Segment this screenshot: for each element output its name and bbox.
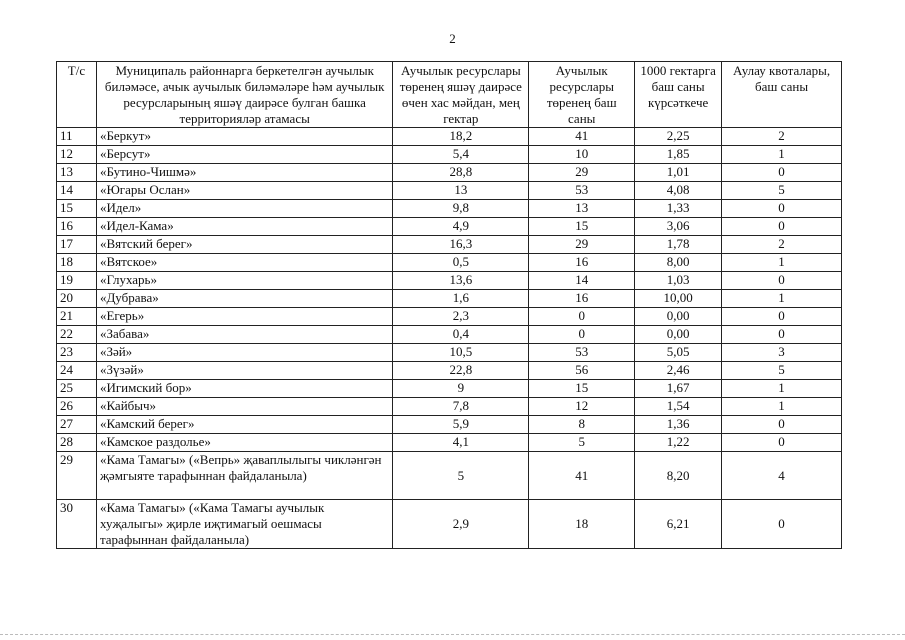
row-name: «Идел» bbox=[96, 200, 392, 218]
row-number: 17 bbox=[57, 236, 97, 254]
row-density: 1,33 bbox=[635, 200, 722, 218]
table-row bbox=[57, 344, 842, 362]
row-quota: 4 bbox=[722, 452, 842, 500]
row-density: 8,20 bbox=[635, 452, 722, 500]
row-area: 0,4 bbox=[393, 326, 529, 344]
table-row bbox=[57, 452, 842, 500]
row-number: 28 bbox=[57, 434, 97, 452]
row-area: 13,6 bbox=[393, 272, 529, 290]
header-density: 1000 гектарга баш саны күрсәткече bbox=[635, 62, 722, 128]
row-density: 1,85 bbox=[635, 146, 722, 164]
row-name: «Вятский берег» bbox=[96, 236, 392, 254]
row-quota: 1 bbox=[722, 146, 842, 164]
row-density: 1,36 bbox=[635, 416, 722, 434]
row-name: «Камский берег» bbox=[96, 416, 392, 434]
page-bottom-edge bbox=[0, 634, 905, 635]
row-number: 16 bbox=[57, 218, 97, 236]
row-density: 1,78 bbox=[635, 236, 722, 254]
row-number: 18 bbox=[57, 254, 97, 272]
row-number: 26 bbox=[57, 398, 97, 416]
table-row bbox=[57, 164, 842, 182]
row-population: 0 bbox=[529, 326, 635, 344]
row-population: 53 bbox=[529, 182, 635, 200]
row-quota: 0 bbox=[722, 164, 842, 182]
row-number: 12 bbox=[57, 146, 97, 164]
row-name: «Кайбыч» bbox=[96, 398, 392, 416]
row-number: 30 bbox=[57, 500, 97, 549]
row-quota: 0 bbox=[722, 218, 842, 236]
table-row bbox=[57, 500, 842, 549]
table-row bbox=[57, 254, 842, 272]
table-row bbox=[57, 146, 842, 164]
row-quota: 2 bbox=[722, 236, 842, 254]
row-quota: 1 bbox=[722, 380, 842, 398]
row-density: 0,00 bbox=[635, 326, 722, 344]
row-number: 23 bbox=[57, 344, 97, 362]
row-population: 12 bbox=[529, 398, 635, 416]
header-area: Аучылык ресурслары төренең яшәү даирәсе өчен хас мәйдан, мең гектар bbox=[393, 62, 529, 128]
row-density: 1,03 bbox=[635, 272, 722, 290]
table-row bbox=[57, 326, 842, 344]
table-row bbox=[57, 200, 842, 218]
row-quota: 5 bbox=[722, 362, 842, 380]
row-number: 19 bbox=[57, 272, 97, 290]
row-population: 5 bbox=[529, 434, 635, 452]
table-row bbox=[57, 236, 842, 254]
row-number: 21 bbox=[57, 308, 97, 326]
row-population: 15 bbox=[529, 380, 635, 398]
row-density: 10,00 bbox=[635, 290, 722, 308]
row-area: 5,9 bbox=[393, 416, 529, 434]
row-population: 10 bbox=[529, 146, 635, 164]
row-number: 14 bbox=[57, 182, 97, 200]
table-row bbox=[57, 416, 842, 434]
table-row bbox=[57, 362, 842, 380]
row-area: 13 bbox=[393, 182, 529, 200]
row-name: «Кама Тамагы» («Вепрь» җаваплылыгы чикләнгән җәмгыяте тарафыннан файдаланыла) bbox=[96, 452, 392, 500]
row-population: 53 bbox=[529, 344, 635, 362]
row-density: 4,08 bbox=[635, 182, 722, 200]
row-area: 9 bbox=[393, 380, 529, 398]
row-quota: 5 bbox=[722, 182, 842, 200]
row-number: 25 bbox=[57, 380, 97, 398]
row-name: «Бутино-Чишмә» bbox=[96, 164, 392, 182]
row-quota: 0 bbox=[722, 272, 842, 290]
row-area: 1,6 bbox=[393, 290, 529, 308]
row-population: 41 bbox=[529, 128, 635, 146]
row-population: 8 bbox=[529, 416, 635, 434]
row-name: «Югары Ослан» bbox=[96, 182, 392, 200]
row-area: 5 bbox=[393, 452, 529, 500]
row-quota: 3 bbox=[722, 344, 842, 362]
row-number: 13 bbox=[57, 164, 97, 182]
header-no: Т/с bbox=[57, 62, 97, 128]
row-name: «Зүзәй» bbox=[96, 362, 392, 380]
row-quota: 0 bbox=[722, 326, 842, 344]
table-row bbox=[57, 380, 842, 398]
row-area: 2,3 bbox=[393, 308, 529, 326]
row-quota: 0 bbox=[722, 416, 842, 434]
table-row bbox=[57, 272, 842, 290]
row-number: 22 bbox=[57, 326, 97, 344]
row-name: «Зәй» bbox=[96, 344, 392, 362]
row-name: «Вятское» bbox=[96, 254, 392, 272]
row-quota: 0 bbox=[722, 308, 842, 326]
quota-table bbox=[56, 61, 842, 549]
table-header-row bbox=[57, 62, 842, 128]
row-name: «Игимский бор» bbox=[96, 380, 392, 398]
row-quota: 0 bbox=[722, 500, 842, 549]
row-quota: 2 bbox=[722, 128, 842, 146]
row-population: 14 bbox=[529, 272, 635, 290]
row-number: 11 bbox=[57, 128, 97, 146]
row-population: 41 bbox=[529, 452, 635, 500]
row-name: «Дубрава» bbox=[96, 290, 392, 308]
row-quota: 1 bbox=[722, 290, 842, 308]
row-name: «Камское раздолье» bbox=[96, 434, 392, 452]
row-number: 29 bbox=[57, 452, 97, 500]
row-number: 24 bbox=[57, 362, 97, 380]
row-number: 27 bbox=[57, 416, 97, 434]
row-density: 3,06 bbox=[635, 218, 722, 236]
row-area: 5,4 bbox=[393, 146, 529, 164]
row-name: «Кама Тамагы» («Кама Тамагы аучылык хуҗалыгы» җирле иҗтимагый оешмасы тарафыннан файдаланыла) bbox=[96, 500, 392, 549]
row-number: 15 bbox=[57, 200, 97, 218]
row-population: 15 bbox=[529, 218, 635, 236]
page-number: 2 bbox=[449, 31, 456, 46]
row-quota: 1 bbox=[722, 254, 842, 272]
row-density: 8,00 bbox=[635, 254, 722, 272]
table-row bbox=[57, 434, 842, 452]
row-population: 16 bbox=[529, 254, 635, 272]
row-density: 1,67 bbox=[635, 380, 722, 398]
row-population: 0 bbox=[529, 308, 635, 326]
row-name: «Берсут» bbox=[96, 146, 392, 164]
row-area: 0,5 bbox=[393, 254, 529, 272]
row-density: 2,46 bbox=[635, 362, 722, 380]
row-area: 4,9 bbox=[393, 218, 529, 236]
table-row bbox=[57, 290, 842, 308]
row-name: «Беркут» bbox=[96, 128, 392, 146]
row-name: «Егерь» bbox=[96, 308, 392, 326]
row-quota: 0 bbox=[722, 434, 842, 452]
row-population: 18 bbox=[529, 500, 635, 549]
table-row bbox=[57, 182, 842, 200]
row-area: 10,5 bbox=[393, 344, 529, 362]
header-quota: Аулау квоталары, баш саны bbox=[722, 62, 842, 128]
table-row bbox=[57, 218, 842, 236]
row-area: 18,2 bbox=[393, 128, 529, 146]
table-row bbox=[57, 398, 842, 416]
row-quota: 1 bbox=[722, 398, 842, 416]
row-name: «Забава» bbox=[96, 326, 392, 344]
row-density: 5,05 bbox=[635, 344, 722, 362]
row-density: 2,25 bbox=[635, 128, 722, 146]
row-area: 22,8 bbox=[393, 362, 529, 380]
row-population: 29 bbox=[529, 236, 635, 254]
row-number: 20 bbox=[57, 290, 97, 308]
row-population: 13 bbox=[529, 200, 635, 218]
row-population: 29 bbox=[529, 164, 635, 182]
header-name: Муниципаль районнарга беркетелгән аучылык биләмәсе, ачык аучылык биләмәләре һәм аучылык ресурсларының яшәү даирәсе булган башка территорияләр атамасы bbox=[96, 62, 392, 128]
row-name: «Глухарь» bbox=[96, 272, 392, 290]
row-density: 1,22 bbox=[635, 434, 722, 452]
header-population: Аучылык ресурслары төренең баш саны bbox=[529, 62, 635, 128]
row-area: 28,8 bbox=[393, 164, 529, 182]
row-area: 2,9 bbox=[393, 500, 529, 549]
row-density: 1,54 bbox=[635, 398, 722, 416]
row-density: 6,21 bbox=[635, 500, 722, 549]
row-density: 1,01 bbox=[635, 164, 722, 182]
row-population: 16 bbox=[529, 290, 635, 308]
row-area: 16,3 bbox=[393, 236, 529, 254]
row-name: «Идел-Кама» bbox=[96, 218, 392, 236]
row-area: 9,8 bbox=[393, 200, 529, 218]
row-density: 0,00 bbox=[635, 308, 722, 326]
table-row bbox=[57, 308, 842, 326]
row-area: 7,8 bbox=[393, 398, 529, 416]
table-row bbox=[57, 128, 842, 146]
row-population: 56 bbox=[529, 362, 635, 380]
row-area: 4,1 bbox=[393, 434, 529, 452]
row-quota: 0 bbox=[722, 200, 842, 218]
